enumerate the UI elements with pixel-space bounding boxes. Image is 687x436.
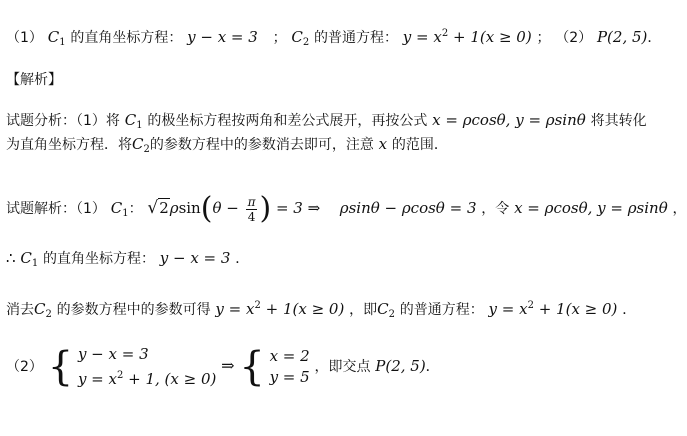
elim-c: ，即 [349, 302, 378, 318]
polar-eq-rhs: = 3 ⇒ [275, 199, 321, 217]
intersection-point: P(2, 5) [375, 357, 426, 375]
comma: ， [672, 201, 687, 217]
c1-symbol: $C_1$ [47, 28, 66, 48]
c2-symbol: $C_2$ [291, 28, 310, 48]
c1-symbol: $C_1$ [20, 249, 39, 269]
solution-line-1: 试题解析：（1） $C_1$： √2ρsin(θ − $\frac{\pi}{4}$ ) = 3 ⇒ ρsinθ − ρcosθ = 3 ，令 x = ρcosθ, y = ρsinθ ， [6, 191, 687, 226]
system-1-line-1: y − x = 3 [77, 345, 149, 363]
implies-arrow: ⇒ [221, 356, 235, 375]
solution-line-4: （2） { y − x = 3 $y = x^2 + 1$, (x ≥ 0) ⇒ { x = 2 y = 5 ，即交点 P(2, 5)． [6, 344, 440, 390]
c1-symbol: $C_1$ [124, 111, 143, 131]
polar-eq-expanded: ρsinθ − ρcosθ = 3 [339, 199, 477, 217]
analysis-header: 【解析】 [6, 72, 62, 88]
system-2 [270, 346, 310, 388]
answer-part2-label: （2） [555, 30, 593, 46]
solution-prefix: 试题解析：（1） [6, 201, 106, 217]
answer-point: P(2, 5) [596, 28, 648, 46]
answer-line: （1） $C_1$ 的直角坐标方程： y − x = 3 ； $C_2$ 的普通方程： $y = x^2 + 1(x \ge 0)$ ； （2） P(2, 5)． [6, 28, 662, 48]
hint-prefix: 试题分析：（1）将 [6, 113, 120, 129]
solution-line-2 [6, 248, 249, 274]
c2-ord-equation: $y = x^2 + 1(x \ge 0)$ [402, 28, 532, 46]
left-brace-2: { [239, 344, 265, 390]
part2-label: （2） [6, 359, 43, 375]
elim-b: 的参数方程中的参数可得 [56, 302, 211, 318]
system-2-line-1: x = 2 [269, 347, 310, 365]
hint-line-1 [6, 110, 647, 136]
therefore-symbol: ∴ [6, 249, 16, 267]
hint-line2-c: 的范围． [391, 137, 448, 153]
left-brace-1: { [47, 344, 74, 390]
polar-equation: √2ρsin(θ − $\frac{\pi}{4}$ ) [147, 191, 272, 226]
c2-symbol: $C_2$ [132, 135, 150, 155]
c1-rect-suffix: 的直角坐标方程： [70, 30, 183, 46]
c1-equation: y − x = 3 [159, 249, 231, 267]
hint-text2: 将其转化 [590, 113, 647, 129]
hint-text1: 的极坐标方程按两角和差公式展开，再按公式 [147, 113, 428, 129]
elim-d: 的普通方程： [399, 302, 484, 318]
period: ． [235, 251, 250, 267]
intersect-text: ，即交点 [314, 359, 371, 375]
hint-var-x: x [378, 135, 388, 153]
system-1 [78, 344, 216, 390]
hint-line-2 [6, 134, 448, 160]
c2-ord-suffix: 的普通方程： [314, 30, 399, 46]
let-formula: x = ρcosθ, y = ρsinθ [514, 199, 668, 217]
elim-a: 消去 [6, 302, 34, 318]
c1-symbol: $C_1$ [110, 199, 129, 219]
hint-line2-b: 的参数方程中的参数消去即可，注意 [149, 137, 374, 153]
system-2-line-2: y = 5 [269, 368, 310, 386]
c1-rect-equation: y − x = 3 [187, 28, 258, 46]
elim-equation: $y = x^2 + 1(x \ge 0)$ [215, 300, 345, 318]
c1-rect-suffix: 的直角坐标方程： [42, 251, 155, 267]
hint-line2-a: 为直角坐标方程．将 [6, 137, 132, 153]
let-text: ，令 [481, 201, 510, 217]
elim-equation-2: $y = x^2 + 1(x \ge 0)$ [488, 300, 618, 318]
c2-symbol: $C_2$ [34, 300, 52, 320]
c2-symbol: $C_2$ [377, 300, 395, 320]
answer-part1-label: （1） [6, 30, 43, 46]
hint-formula: x = ρcosθ, y = ρsinθ [432, 111, 586, 129]
system-1-line-2: $y = x^2 + 1$, (x ≥ 0) [77, 370, 217, 388]
solution-line-3: 消去$C_2$ 的参数方程中的参数可得 $y = x^2 + 1(x \ge 0)$ ，即$C_2$ 的普通方程： $y = x^2 + 1(x \ge 0)$ ． [6, 300, 637, 320]
